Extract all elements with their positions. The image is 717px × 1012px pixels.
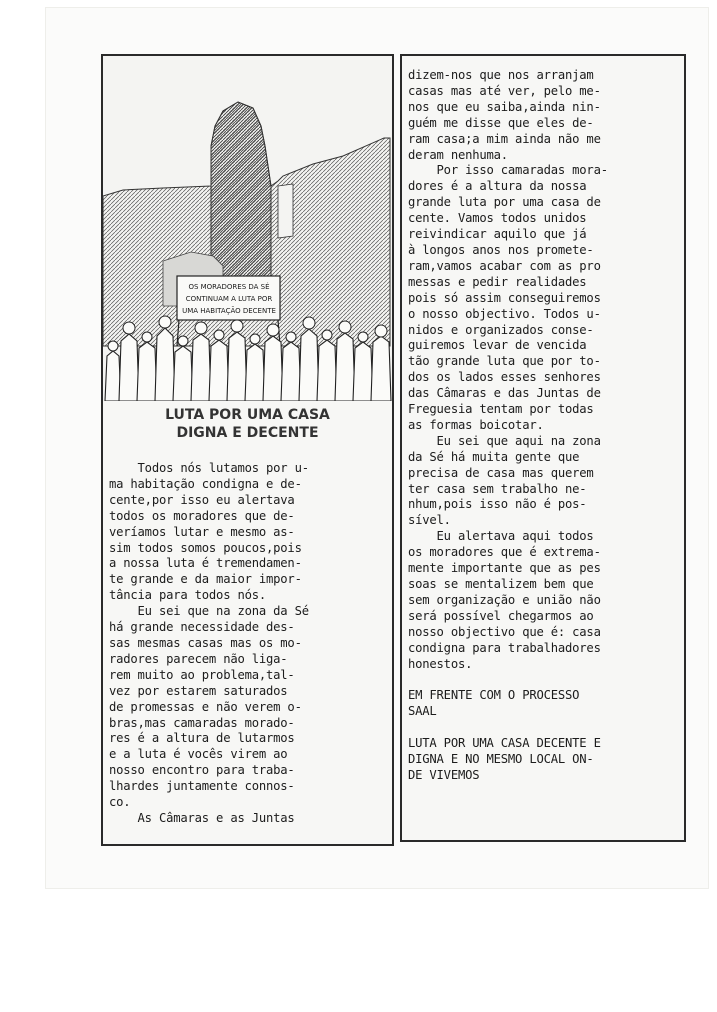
text-line: há grande necessidade des- — [109, 620, 295, 635]
text-line: a nossa luta é tremendamen- — [109, 556, 302, 571]
text-line: Eu sei que na zona da Sé — [109, 604, 309, 619]
text-line: nhum,pois isso não é pos- — [408, 497, 587, 512]
text-line: sim todos somos poucos,pois — [109, 540, 302, 555]
text-line: nidos e organizados conse- — [408, 322, 594, 337]
text-line: sem organização e união não — [408, 592, 601, 607]
text-line: Freguesia tentam por todas — [408, 402, 594, 417]
text-line: lhardes juntamente connos- — [109, 779, 295, 794]
text-line: casas mas até ver, pelo me- — [408, 83, 601, 98]
text-line: Eu sei que aqui na zona — [408, 433, 601, 448]
text-line — [408, 672, 678, 688]
text-line: rem muito ao problema,tal- — [109, 667, 295, 682]
text-line: res é a altura de lutarmos — [109, 731, 295, 746]
text-line: tão grande luta que por to- — [408, 354, 601, 369]
text-line: guém me disse que eles de- — [408, 115, 594, 130]
text-line: Por isso camaradas mora- — [408, 163, 608, 178]
text-line: de promessas e não verem o- — [109, 699, 302, 714]
text-line: condigna para trabalhadores — [408, 640, 601, 655]
text-line: te grande e da maior impor- — [109, 572, 302, 587]
text-line: à longos anos nos promete- — [408, 242, 594, 257]
text-line: honestos. — [408, 656, 473, 671]
text-line: grande luta por uma casa de — [408, 195, 601, 210]
text-line: dos os lados esses senhores — [408, 370, 601, 385]
text-line: vez por estarem saturados — [109, 683, 288, 698]
text-line: ter casa sem trabalho ne- — [408, 481, 587, 496]
text-line: e a luta é vocês virem ao — [109, 747, 288, 762]
text-line: será possível chegarmos ao — [408, 608, 594, 623]
text-line: bras,mas camaradas morado- — [109, 715, 295, 730]
text-line: DIGNA E NO MESMO LOCAL ON- — [408, 751, 594, 766]
text-line: o nosso objectivo. Todos u- — [408, 306, 601, 321]
text-line: Eu alertava aqui todos — [408, 529, 594, 544]
text-line: as formas boicotar. — [408, 417, 544, 432]
text-line: guiremos levar de vencida — [408, 338, 587, 353]
right-column-text — [408, 68, 678, 784]
text-line: os moradores que é extrema- — [408, 545, 601, 560]
text-line: veríamos lutar e mesmo as- — [109, 524, 295, 539]
text-line: messas e pedir realidades — [408, 274, 587, 289]
text-line: precisa de casa mas querem — [408, 465, 594, 480]
text-line: mente importante que as pes — [408, 561, 601, 576]
text-line: ma habitação condigna e de- — [109, 476, 302, 491]
text-line: nos que eu saiba,ainda nin- — [408, 99, 601, 114]
text-line: soas se mentalizem bem que — [408, 577, 594, 591]
illustration-protest-drawing — [103, 56, 392, 401]
text-line: dizem-nos que nos arranjam — [408, 68, 594, 82]
headline-line-2: DIGNA E DECENTE — [176, 425, 319, 441]
text-line: radores parecem não liga- — [109, 651, 288, 666]
text-line: sível. — [408, 513, 451, 528]
text-line: dores é a altura da nossa — [408, 179, 587, 194]
text-line: DE VIVEMOS — [408, 767, 480, 782]
text-line: das Câmaras e das Juntas de — [408, 386, 601, 401]
headline-line-1: LUTA POR UMA CASA — [165, 407, 330, 423]
text-line: sas mesmas casas mas os mo- — [109, 635, 302, 650]
text-line: SAAL — [408, 704, 437, 719]
text-line: nosso encontro para traba- — [109, 763, 295, 778]
left-column-text — [109, 461, 386, 827]
left-column — [101, 54, 394, 846]
text-line: cente,por isso eu alertava — [109, 492, 295, 507]
text-line: As Câmaras e as Juntas — [109, 810, 295, 825]
text-line: da Sé há muita gente que — [408, 449, 580, 464]
text-line: LUTA POR UMA CASA DECENTE E — [408, 736, 601, 751]
text-line — [408, 720, 678, 736]
right-column — [400, 54, 686, 842]
text-line: EM FRENTE COM O PROCESSO — [408, 688, 580, 703]
text-line: cente. Vamos todos unidos — [408, 211, 587, 226]
text-line: pois só assim conseguiremos — [408, 290, 601, 305]
text-line: reivindicar aquilo que já — [408, 227, 587, 242]
text-line: ram,vamos acabar com as pro — [408, 258, 601, 273]
text-line: nosso objectivo que é: casa — [408, 624, 601, 639]
text-line: deram nenhuma. — [408, 147, 508, 162]
banner-line-1: OS MORADORES DA SÉ — [188, 283, 270, 291]
text-line: co. — [109, 795, 131, 810]
text-line: ram casa;a mim ainda não me — [408, 131, 601, 146]
text-line: todos os moradores que de- — [109, 508, 295, 523]
banner-line-2: CONTINUAM A LUTA POR — [185, 295, 273, 303]
text-line: Todos nós lutamos por u- — [109, 461, 309, 475]
text-line: tância para todos nós. — [109, 588, 267, 603]
article-headline — [103, 406, 392, 442]
banner-line-3: UMA HABITAÇÃO DECENTE — [182, 307, 276, 315]
